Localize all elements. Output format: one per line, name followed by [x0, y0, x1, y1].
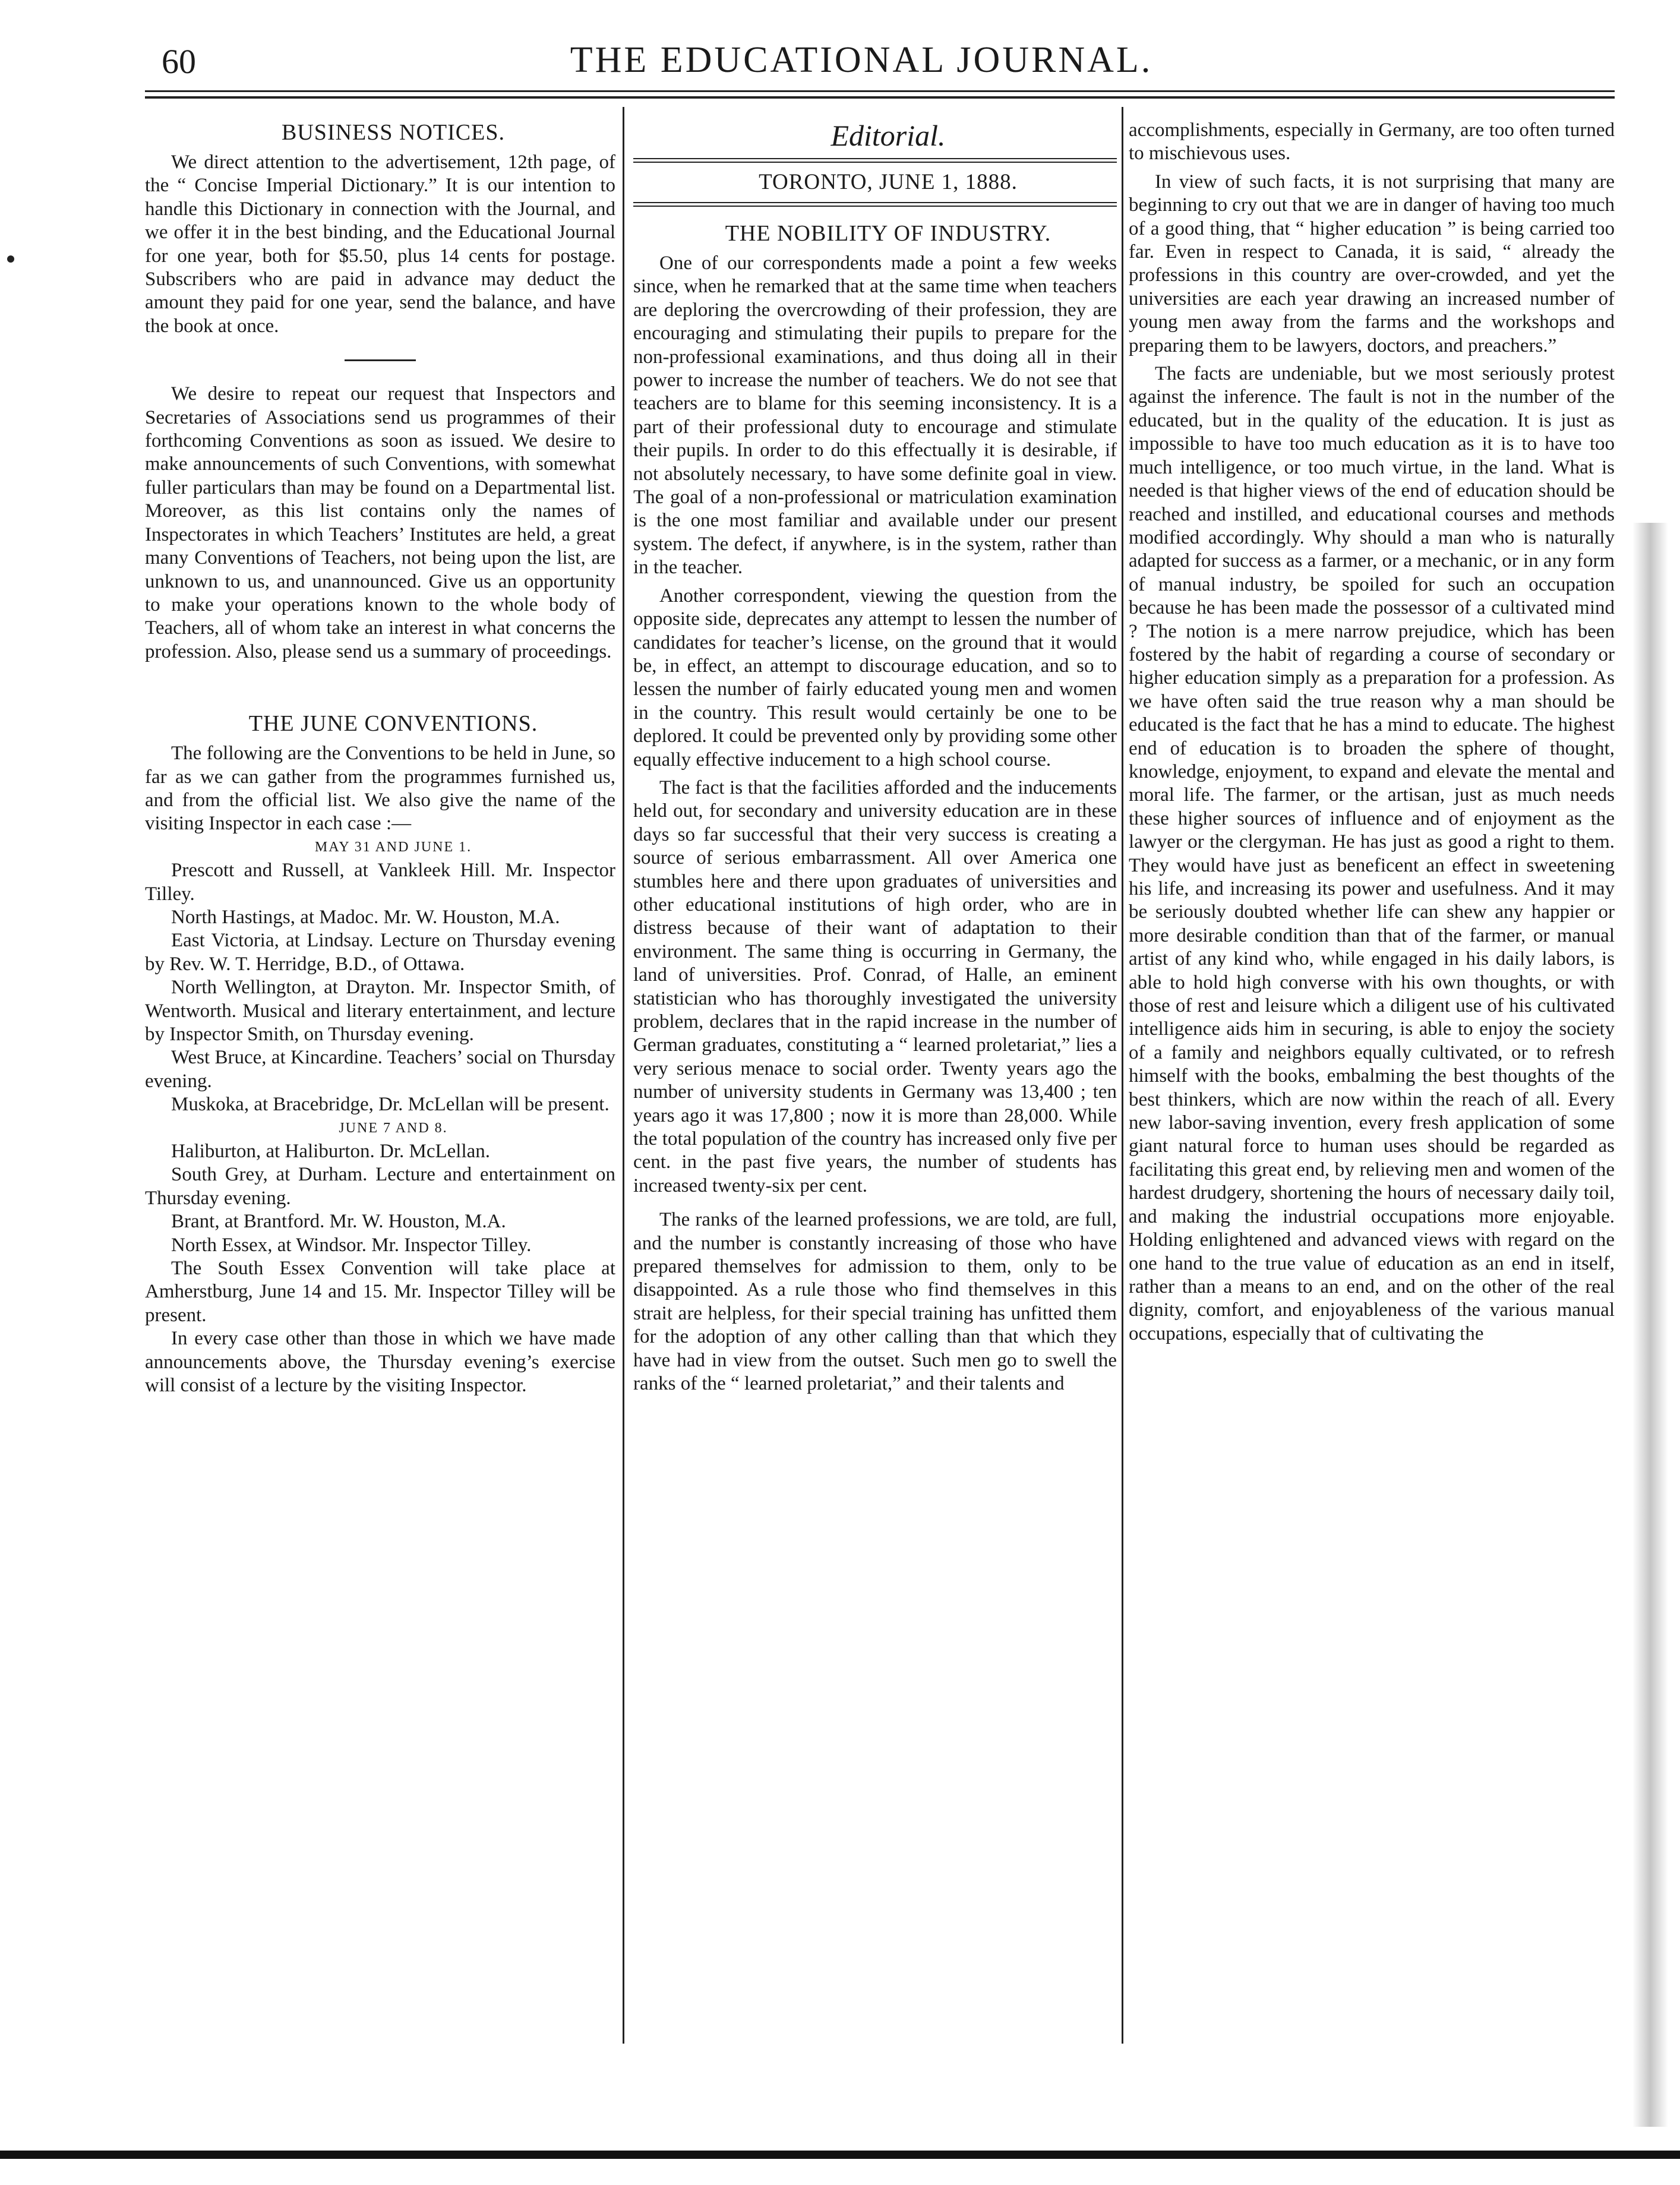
convention-item: North Wellington, at Drayton. Mr. Inspector Smith, of Wentworth. Musical and literary entertainment, and lecture by Inspector Smith, on Thursday evening. — [145, 977, 615, 1045]
page-edge-shadow — [1632, 523, 1668, 2127]
convention-item: South Grey, at Durham. Lecture and entertainment on Thursday evening. — [145, 1164, 615, 1209]
june-conventions-intro: The following are the Conventions to be held in June, so far as we can gather from the programmes furnished us, and from the official list. We also give the name of the visiting Inspector in each case :— — [145, 743, 615, 835]
right-column — [1129, 119, 1615, 1346]
section-divider — [345, 359, 416, 361]
business-notices-heading: BUSINESS NOTICES. — [282, 120, 505, 145]
header-rule-bottom — [145, 96, 1615, 99]
scan-bottom-edge — [0, 2151, 1680, 2159]
article-paragraph: The fact is that the facilities afforded and the inducements held out, for secondary and university education are in these days so far successful that their very success is creating a source of serious embarrassment. All over America one stumbles here and there upon graduates of universities and other educational institutions of high order, who are in distress because of their want of adaptation to their environment. The same thing is occurring in Germany, the land of universities. Prof. Conrad, of Halle, an eminent statistician who has thoroughly investigated the university problem, declares that in the rapid increase in the number of German graduates, constituting a “ learned proletariat,” lies a very serious menace to social order. Twenty years ago the number of university students in Germany was 13,400 ; ten years ago it was 17,800 ; now it is more than 28,000. While the total population of the country has increased only five per cent. in the past five years, the number of students has increased twenty-six per cent. — [633, 776, 1117, 1196]
convention-item: Haliburton, at Haliburton. Dr. McLellan. — [171, 1141, 491, 1163]
article-paragraph: The facts are undeniable, but we most seriously protest against the inference. The fault is not in the number of the educated, but in the quality of the education. It is just as impossible to have too much education as it is to have too much intelligence, or too much virtue, in the land. What is needed is that higher views of the end of education should be reached and instilled, and educational courses and methods modified accordingly. Why should a man who is naturally adapted for success as a farmer, or a mechanic, or in any form of manual industry, be spoiled for such an occupation because he has been made the possessor of a cultivated mind ? The notion is a mere narrow prejudice, which has been fostered by the habit of regarding a course of secondary or higher education simply as a preparation for a profession. As we have often said the true reason why a man should be educated is the fact that he has a mind to educate. The highest end of education is to broaden the sphere of thought, knowledge, enjoyment, to expand and elevate the mental and moral life. The farmer, or the artisan, just as much needs these higher sources of influence and of enjoyment as the lawyer or the clergyman. He has just as good a right to them. They would have just as beneficent an effect in sweetening his life, and increasing its power and usefulness. And it may be seriously doubted whether life can shew any happier or more desirable condition than that of the farmer, or manual artist of any kind who, while engaged in his daily labors, is able to hold high converse with his own thoughts, or with those of rest and leisure which a diligent use of his cultivated intelligence aids him in securing, is able to enjoy the society of a family and neighbors equally cultivated, or to refresh himself with the books, embalming the best thoughts of the best thinkers, which are now within the reach of all. Every new labor-saving invention, every fresh application of some giant natural force to human uses should be regarded as facilitating this great end, by relieving men and women of the hardest drudgery, shortening the hours of necessary daily toil, and making the industrial occupations more enjoyable. Holding enlightened and advanced views with regard on the one hand to the true value of education as an end in itself, rather than a means to an end, and on the other of the real dignity, comfort, and enjoyableness of the various manual occupations, especially that of cultivating the — [1129, 363, 1615, 1344]
middle-column — [633, 119, 1117, 1396]
editorial-heading: Editorial. — [830, 119, 946, 152]
convention-item: East Victoria, at Lindsay. Lecture on Thursday evening by Rev. W. T. Herridge, B.D., of Ottawa. — [145, 930, 615, 975]
article-heading: THE NOBILITY OF INDUSTRY. — [725, 221, 1051, 246]
left-column — [145, 119, 615, 1398]
article-paragraph: In view of such facts, it is not surprising that many are beginning to cry out that we are in danger of having too much of a good thing, that “ higher education ” is being carried too far. Even in respect to Canada, it is said, “ already the professions in this country are over-crowded, and yet the universities are each year drawing an increased number of young men away from the farms and the workshops and preparing them to be lawyers, doctors, and preachers.” — [1129, 170, 1615, 356]
double-rule — [633, 158, 1117, 163]
journal-title: THE EDUCATIONAL JOURNAL. — [570, 40, 1153, 80]
header-rule-top — [145, 90, 1615, 92]
double-rule — [633, 202, 1117, 207]
business-notice-conventions: We desire to repeat our request that Inspectors and Secretaries of Associations send us programmes of their forthcoming Conventions as soon as issued. We desire to make announcements of such Conventions, with somewhat fuller particulars than may be found on a Departmental list. Moreover, as this list contains only the names of Inspectorates in which Teachers’ Institutes are held, a great many Conventions of Teachers, not being upon the list, are unknown to us, and unannounced. Give us an opportunity to make your operations known to the whole body of Teachers, all of whom take an interest in what concerns the profession. Also, please send us a summary of proceedings. — [145, 383, 615, 662]
article-paragraph: The ranks of the learned professions, we are told, are full, and the number is constantly increasing of those who have prepared themselves for admission to them, only to be disappointed. As a rule those who find themselves in this strait are helpless, for their special training has unfitted them for the adoption of any other calling than that which they have had in view from the outset. Such men go to swell the ranks of the “ learned proletariat,” and their talents and — [633, 1209, 1117, 1395]
column-divider-right — [1122, 107, 1123, 2044]
convention-item: Prescott and Russell, at Vankleek Hill. Mr. Inspector Tilley. — [145, 860, 615, 905]
convention-item: The South Essex Convention will take place at Amherstburg, June 14 and 15. Mr. Inspector Tilley will be present. — [145, 1258, 615, 1326]
article-paragraph-continued: accomplishments, especially in Germany, are too often turned to mischievous uses. — [1129, 119, 1615, 165]
dateline: TORONTO, JUNE 1, 1888. — [759, 170, 1018, 194]
page-number: 60 — [162, 42, 196, 81]
article-paragraph: Another correspondent, viewing the question from the opposite side, deprecates any attempt to lessen the number of candidates for teacher’s license, on the ground that it would be, in effect, an attempt to discourage education, and so to lessen the number of fairly educated young men and women in the country. This result would certainly be one to be deplored. It could be prevented only by providing some other equally effective inducement to a high school course. — [633, 585, 1117, 771]
business-notice-dictionary: We direct attention to the advertisement, 12th page, of the “ Concise Imperial Dictionary.” It is our intention to handle this Dictionary in connection with the Journal, and we offer it in the best binding, and the Educational Journal for one year, both for $5.50, plus 14 cents for postage. Subscribers who are paid in advance may deduct the amount they paid for one year, send the balance, and have the book at once. — [145, 151, 615, 337]
june-conventions-heading: THE JUNE CONVENTIONS. — [248, 711, 538, 737]
convention-item: North Essex, at Windsor. Mr. Inspector Tilley. — [171, 1234, 532, 1256]
date-heading-may31: MAY 31 AND JUNE 1. — [314, 839, 472, 855]
article-paragraph: One of our correspondents made a point a few weeks since, when he remarked that at the same time when teachers are deploring the overcrowding of their profession, they are encouraging and stimulating their pupils to prepare for the non-professional examinations, and thus doing all in their power to increase the number of teachers. We do not see that teachers are to blame for this seeming inconsistency. It is a part of their professional duty to encourage and stimulate their pupils. In order to do this effectually it is desirable, if not absolutely necessary, to have some definite goal in view. The goal of a non-professional or matriculation examination is the one most familiar and available under our present system. The defect, if anywhere, is in the system, rather than in the teacher. — [633, 252, 1117, 579]
convention-item: Muskoka, at Bracebridge, Dr. McLellan will be present. — [171, 1094, 610, 1116]
column-divider-left — [623, 107, 624, 2044]
convention-item: West Bruce, at Kincardine. Teachers’ social on Thursday evening. — [145, 1047, 615, 1092]
convention-item: North Hastings, at Madoc. Mr. W. Houston, M.A. — [171, 906, 560, 928]
convention-item: In every case other than those in which we have made announcements above, the Thursday evening’s exercise will consist of a lecture by the visiting Inspector. — [145, 1328, 615, 1397]
date-heading-june7: JUNE 7 AND 8. — [339, 1120, 448, 1136]
margin-mark — [7, 255, 14, 263]
convention-item: Brant, at Brantford. Mr. W. Houston, M.A. — [171, 1211, 506, 1233]
